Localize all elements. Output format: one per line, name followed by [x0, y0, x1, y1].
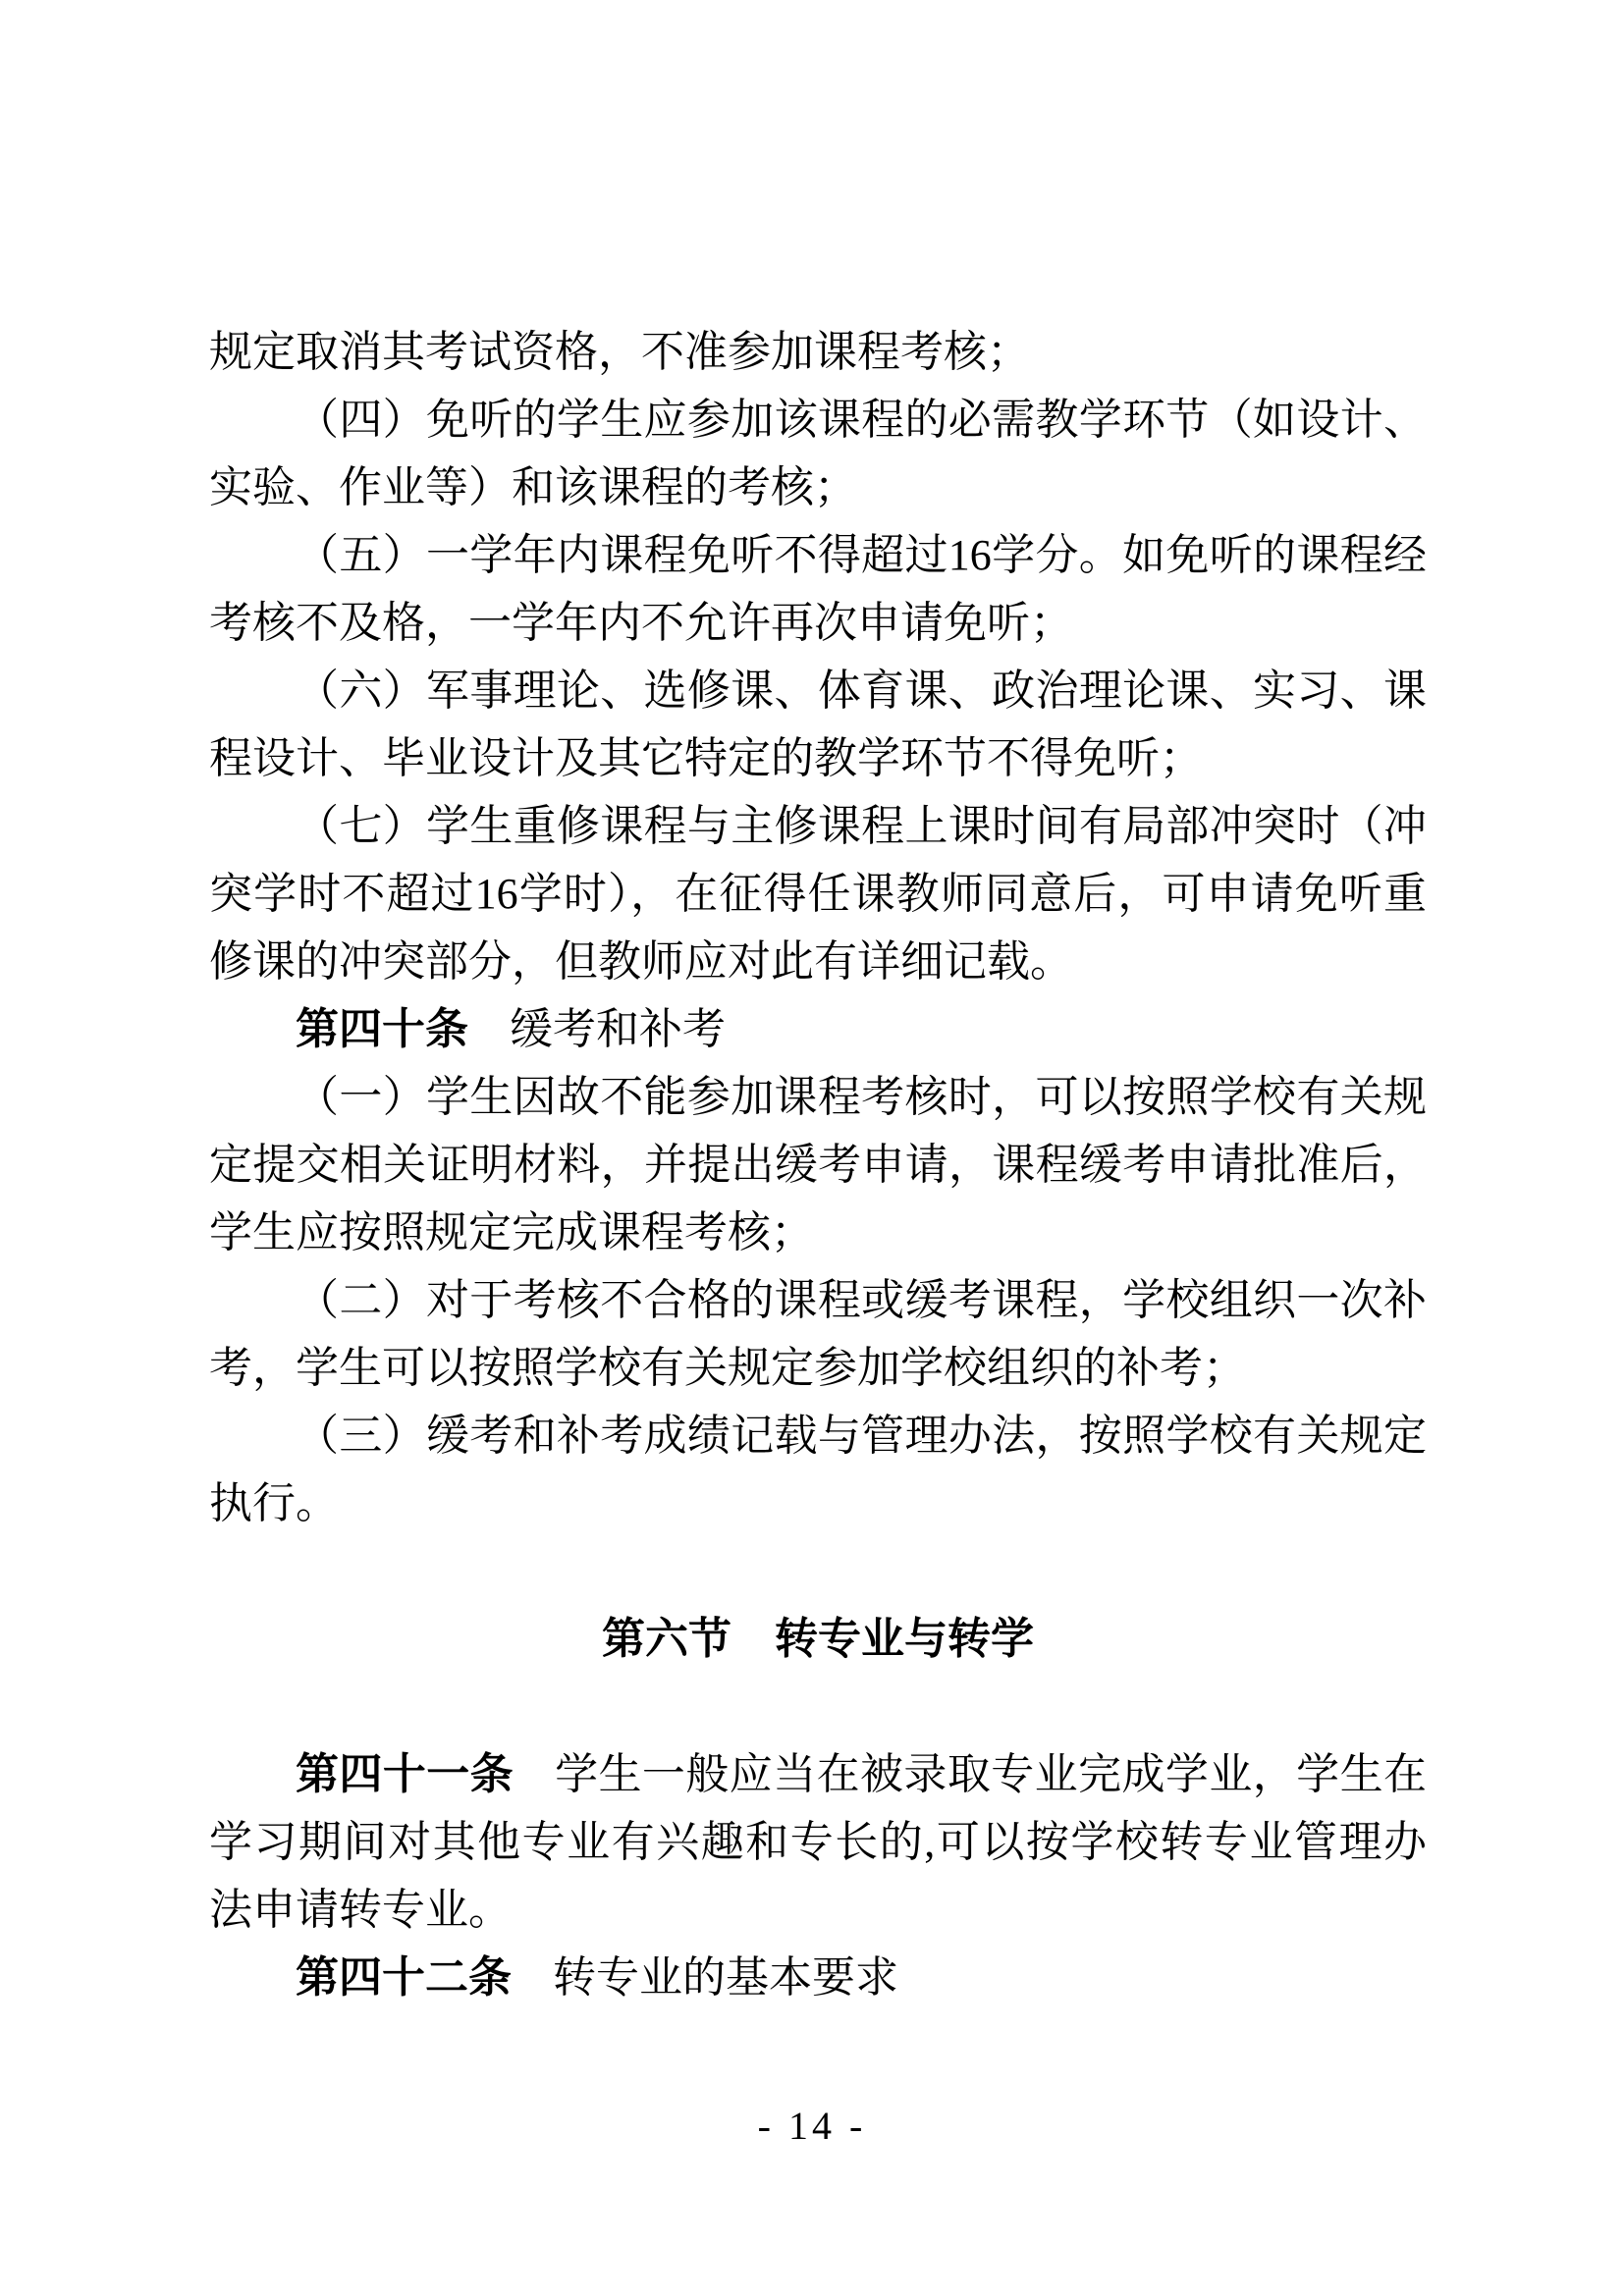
- section-heading: [209, 1605, 1427, 1673]
- body-line: 考，学生可以按照学校有关规定参加学校组织的补考；: [209, 1344, 1246, 1392]
- article-title: 缓考和补考: [510, 1005, 726, 1053]
- body-line: （四）免听的学生应参加该课程的必需教学环节（如设计、: [296, 396, 1427, 444]
- article-body-text: 学生一般应当在被录取专业完成学业，学生在: [555, 1750, 1428, 1798]
- article-heading-line: [209, 1944, 1427, 2011]
- body-line: （一）学生因故不能参加课程考核时，可以按照学校有关规: [296, 1073, 1427, 1121]
- article-heading-line: [209, 995, 1427, 1063]
- article-number: 第四十二条: [296, 1953, 512, 2002]
- section-title: 转专业与转学: [775, 1615, 1034, 1663]
- body-line: 突学时不超过16学时），在征得任课教师同意后，可申请免听重: [209, 870, 1427, 918]
- body-line: 程设计、毕业设计及其它特定的教学环节不得免听；: [209, 734, 1203, 782]
- body-line: 实验、作业等）和该课程的考核；: [209, 463, 857, 511]
- body-line: 考核不及格，一学年内不允许再次申请免听；: [209, 599, 1073, 647]
- body-line: （六）军事理论、选修课、体育课、政治理论课、实习、课: [296, 667, 1427, 715]
- body-line: （五）一学年内课程免听不得超过16学分。如免听的课程经: [296, 531, 1427, 579]
- body-line: 法申请转专业。: [209, 1886, 512, 1934]
- body-line: 执行。: [209, 1479, 339, 1527]
- section-number: 第六节: [602, 1615, 731, 1663]
- body-line: 学生应按照规定完成课程考核；: [209, 1208, 814, 1256]
- body-line: 修课的冲突部分，但教师应对此有详细记载。: [209, 937, 1073, 986]
- body-line: （三）缓考和补考成绩记载与管理办法，按照学校有关规定: [296, 1412, 1427, 1460]
- page-number: - 14 -: [757, 2104, 867, 2148]
- body-line: 学习期间对其他专业有兴趣和专长的,可以按学校转专业管理办: [209, 1818, 1427, 1866]
- article-heading-line: [209, 1740, 1427, 1808]
- document-text-block: [209, 318, 1427, 2011]
- article-title: 转专业的基本要求: [553, 1953, 898, 2002]
- blank-line: [209, 1537, 1427, 1605]
- body-line: 定提交相关证明材料，并提出缓考申请，课程缓考申请批准后，: [209, 1141, 1427, 1189]
- blank-line: [209, 1673, 1427, 1740]
- article-number: 第四十条: [296, 1005, 468, 1053]
- article-number: 第四十一条: [296, 1750, 514, 1798]
- body-line: （二）对于考核不合格的课程或缓考课程，学校组织一次补: [296, 1276, 1427, 1324]
- body-line: 规定取消其考试资格，不准参加课程考核；: [209, 328, 1030, 376]
- body-line: （七）学生重修课程与主修课程上课时间有局部冲突时（冲: [296, 802, 1427, 850]
